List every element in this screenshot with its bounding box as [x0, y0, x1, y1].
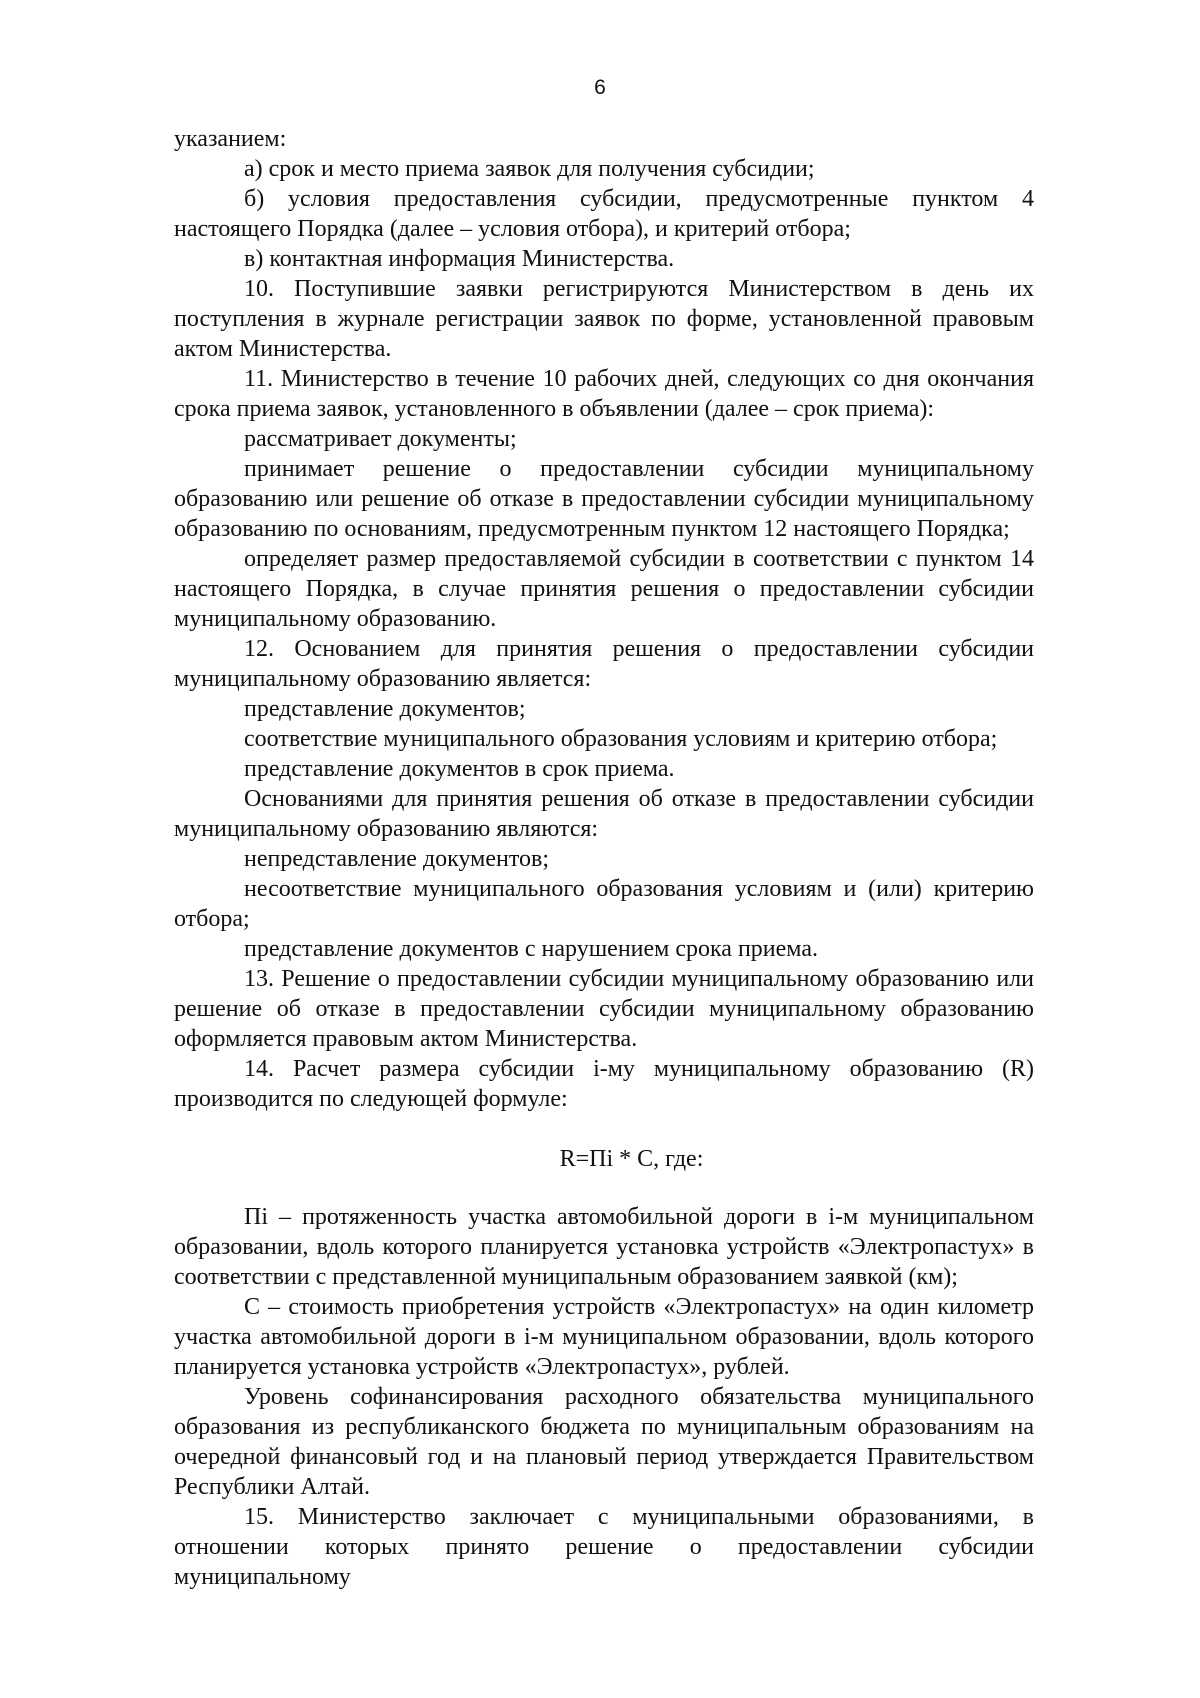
clause-12-item-1: представление документов; [244, 696, 526, 722]
clause-12-item-3: представление документов в срок приема. [244, 756, 675, 782]
refusal-item-1: непредставление документов; [244, 846, 550, 872]
clause-15: 15. Министерство заключает с муниципальными образованиями, в отношении которых принято решение о предоставлении субсидии муниципальному [174, 1504, 1034, 1590]
clause-12: 12. Основанием для принятия решения о предоставлении субсидии муниципальному образованию является: [174, 636, 1034, 692]
clause-11-item-3: определяет размер предоставляемой субсидии в соответствии с пунктом 14 настоящего Порядка, в случае принятия решения о предоставлении субсидии муниципальному образованию. [174, 546, 1034, 632]
document-body [174, 124, 1034, 1592]
formula: R=Пi * С, где: [559, 1146, 704, 1172]
page-number: 6 [594, 76, 606, 99]
list-item-c: в) контактная информация Министерства. [244, 246, 675, 272]
refusal-item-2: несоответствие муниципального образования условиям и (или) критерию отбора; [174, 876, 1034, 932]
clause-10: 10. Поступившие заявки регистрируются Министерством в день их поступления в журнале регистрации заявок по форме, установленной правовым актом Министерства. [174, 276, 1034, 362]
clause-12-refusal-grounds: Основаниями для принятия решения об отказе в предоставлении субсидии муниципальному образованию являются: [174, 786, 1034, 842]
list-item-b: б) условия предоставления субсидии, предусмотренные пунктом 4 настоящего Порядка (далее – условия отбора), и критерий отбора; [174, 186, 1034, 242]
list-item-a: а) срок и место приема заявок для получения субсидии; [244, 156, 815, 182]
clause-13: 13. Решение о предоставлении субсидии муниципальному образованию или решение об отказе в предоставлении субсидии муниципальному образованию оформляется правовым актом Министерства. [174, 966, 1034, 1052]
refusal-item-3: представление документов с нарушением срока приема. [244, 936, 818, 962]
formula-definition-pi: Пi – протяженность участка автомобильной дороги в i-м муниципальном образовании, вдоль которого планируется установка устройств «Электропастух» в соответствии с представленной муниципальным образованием заявкой (км); [174, 1204, 1034, 1290]
clause-14: 14. Расчет размера субсидии i-му муниципальному образованию (R) производится по следующей формуле: [174, 1056, 1034, 1112]
clause-11-item-1: рассматривает документы; [244, 426, 517, 452]
clause-11: 11. Министерство в течение 10 рабочих дней, следующих со дня окончания срока приема заявок, установленного в объявлении (далее – срок приема): [174, 366, 1034, 422]
cofinancing-paragraph: Уровень софинансирования расходного обязательства муниципального образования из республиканского бюджета по муниципальным образованиям на очередной финансовый год и на плановый период утверждается Правительством Республики Алтай. [174, 1384, 1034, 1500]
clause-12-item-2: соответствие муниципального образования условиям и критерию отбора; [244, 726, 998, 752]
paragraph-continuation: указанием: [174, 126, 287, 152]
clause-11-item-2: принимает решение о предоставлении субсидии муниципальному образованию или решение об отказе в предоставлении субсидии муниципальному образованию по основаниям, предусмотренным пунктом 12 настоящего Порядка; [174, 456, 1034, 542]
formula-definition-c: С – стоимость приобретения устройств «Электропастух» на один километр участка автомобильной дороги в i-м муниципальном образовании, вдоль которого планируется установка устройств «Электропастух», рублей. [174, 1294, 1034, 1380]
